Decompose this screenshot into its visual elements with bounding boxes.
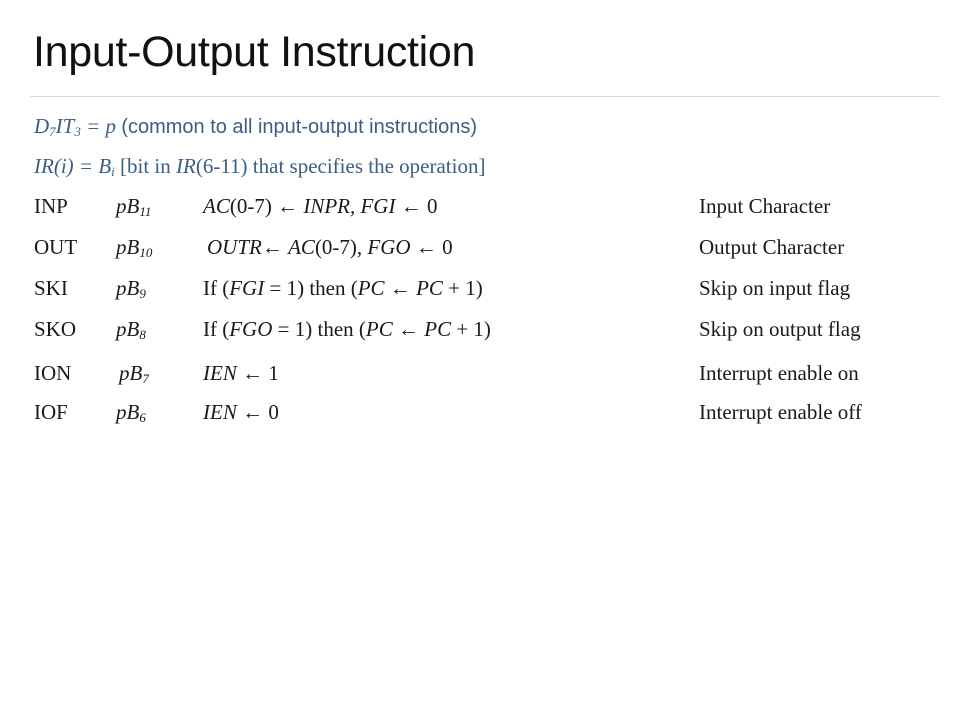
instruction-description: Output Character: [699, 235, 845, 259]
op-part: (0-7) ←: [229, 194, 304, 218]
condition-comment: (common to all input-output instructions): [121, 116, 477, 138]
op-part: PC: [357, 276, 385, 300]
code-text: pB: [116, 317, 140, 341]
instruction-code: [116, 194, 151, 220]
instruction-code: [116, 400, 146, 426]
op-part: If (: [203, 317, 230, 341]
op-part: PC: [416, 276, 443, 300]
code-subscript: 7: [142, 371, 149, 386]
code-text: pB: [116, 194, 140, 218]
instruction-code: [119, 361, 149, 387]
ir-expr: IR(i) = B: [34, 154, 112, 178]
instruction-operation: [207, 235, 453, 260]
op-part: If (: [203, 276, 230, 300]
instruction-symbol: OUT: [34, 235, 78, 259]
expr-it: IT: [55, 114, 75, 138]
io-condition-line: [34, 114, 477, 140]
ir-note-rest: (6-11) that specifies the operation]: [195, 154, 486, 178]
code-subscript: 9: [139, 286, 146, 301]
instruction-symbol: IOF: [34, 400, 68, 424]
code-subscript: 6: [139, 410, 146, 425]
code-subscript: 11: [139, 204, 152, 219]
op-part: = 1) then (: [272, 317, 366, 341]
instruction-operation: [203, 276, 483, 301]
instruction-description: Input Character: [699, 194, 831, 218]
instruction-symbol: SKI: [34, 276, 68, 300]
instruction-symbol: SKO: [34, 317, 77, 341]
instruction-operation: [203, 361, 279, 386]
code-text: pB: [116, 235, 140, 259]
instruction-operation: [203, 317, 491, 342]
ir-note-open: [bit in: [114, 154, 177, 178]
op-part: ←: [261, 235, 289, 259]
code-subscript: 10: [139, 245, 153, 260]
op-part: IEN: [203, 400, 237, 424]
op-part: ←: [384, 276, 417, 300]
instruction-symbol: INP: [34, 194, 68, 218]
op-part: PC: [424, 317, 452, 341]
op-part: (0-7),: [314, 235, 368, 259]
op-part: = 1) then (: [264, 276, 358, 300]
op-part: IEN: [203, 361, 237, 385]
op-part: FGI: [229, 276, 265, 300]
title-divider: [30, 96, 940, 97]
instruction-code: [116, 276, 146, 302]
instruction-code: [116, 317, 146, 343]
slide-title: Input-Output Instruction: [33, 28, 476, 76]
expr-eq-p: = p: [80, 114, 122, 138]
instruction-description: Interrupt enable on: [699, 361, 859, 385]
op-part: + 1): [451, 317, 491, 341]
instruction-code: [116, 235, 152, 261]
op-part: ← 0: [410, 235, 453, 259]
op-part: FGO: [229, 317, 273, 341]
code-text: pB: [119, 361, 143, 385]
instruction-description: Skip on output flag: [699, 317, 861, 341]
instruction-description: Interrupt enable off: [699, 400, 862, 424]
code-text: pB: [116, 276, 140, 300]
expr-sub-7: 7: [49, 124, 56, 139]
instruction-description: Skip on input flag: [699, 276, 851, 300]
code-text: pB: [116, 400, 140, 424]
op-part: ←: [392, 317, 425, 341]
ir-bit-line: [34, 154, 485, 180]
op-part: ← 0: [236, 400, 279, 424]
code-subscript: 8: [139, 327, 146, 342]
op-part: + 1): [442, 276, 483, 300]
ir-note-ir: IR: [176, 154, 196, 178]
op-part: AC: [203, 194, 230, 218]
op-part: OUTR: [207, 235, 262, 259]
instruction-operation: [203, 400, 279, 425]
op-part: ← 1: [236, 361, 279, 385]
op-part: PC: [365, 317, 393, 341]
expr-sub-3: 3: [74, 124, 81, 139]
op-part: ← 0: [395, 194, 438, 218]
op-part: INPR, FGI: [303, 194, 396, 218]
expr-d: D: [34, 114, 50, 138]
ir-sub-i: i: [111, 164, 115, 179]
instruction-symbol: ION: [34, 361, 72, 385]
op-part: FGO: [367, 235, 411, 259]
op-part: AC: [288, 235, 315, 259]
instruction-operation: [203, 194, 437, 219]
